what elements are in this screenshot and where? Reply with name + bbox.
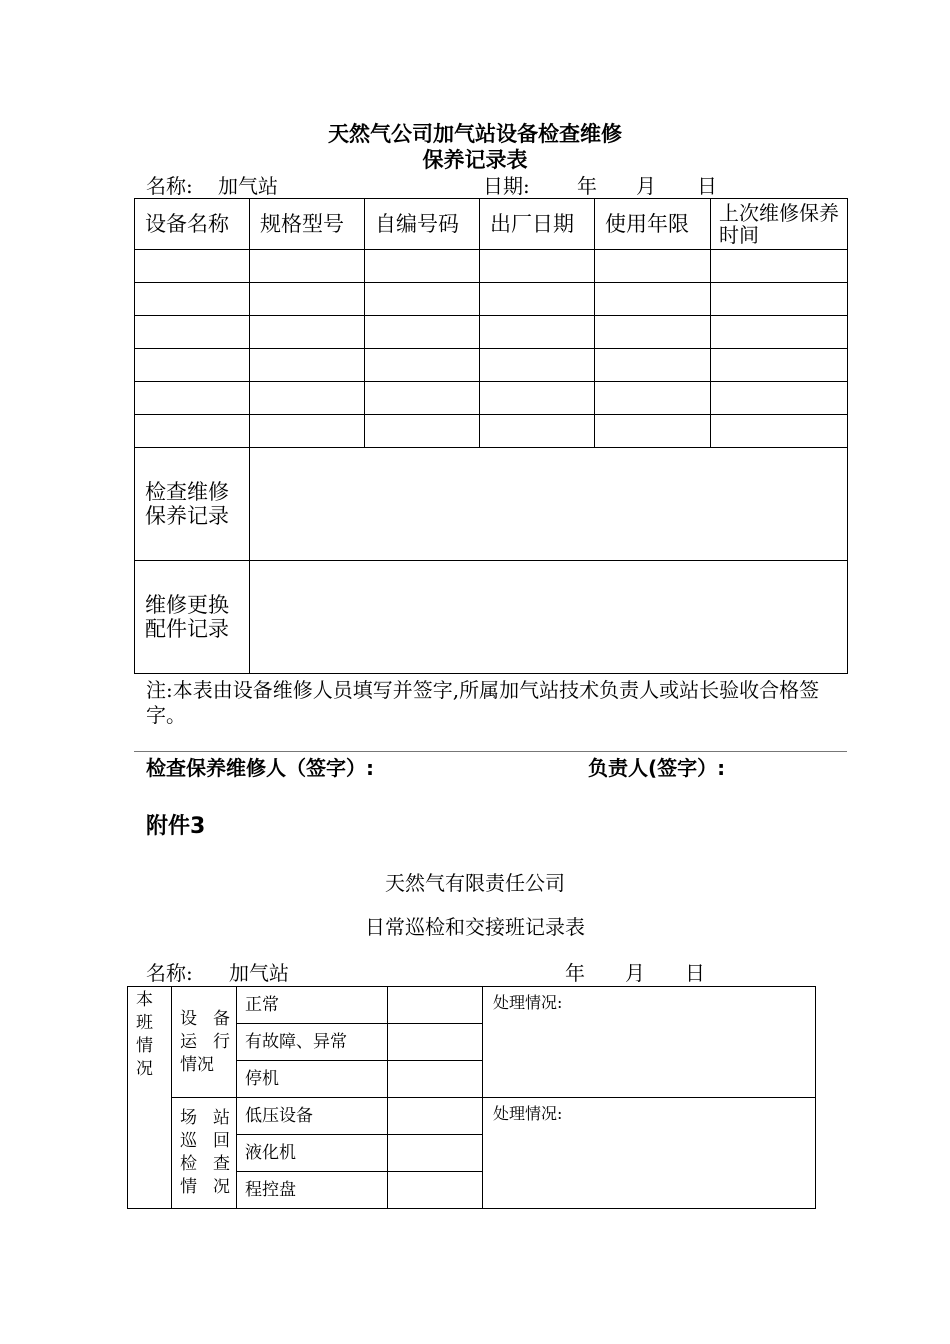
table-cell[interactable] xyxy=(135,283,250,316)
table-cell[interactable] xyxy=(711,382,848,415)
handling-label: 处理情况: xyxy=(493,1104,563,1123)
table-cell[interactable] xyxy=(711,250,848,283)
table-cell[interactable] xyxy=(595,250,711,283)
control-panel-field[interactable] xyxy=(388,1172,483,1209)
table-cell[interactable] xyxy=(365,316,480,349)
form2-company: 天然气有限责任公司 xyxy=(385,871,565,895)
label-char: 回 xyxy=(213,1131,230,1151)
low-pressure-field[interactable] xyxy=(388,1098,483,1135)
status-normal-label: 正常 xyxy=(237,987,388,1024)
table-cell[interactable] xyxy=(711,415,848,448)
label-char: 情 xyxy=(180,1177,197,1197)
label-char: 检 xyxy=(180,1154,197,1174)
form2-day: 日 xyxy=(685,961,705,985)
label-char: 备 xyxy=(213,1008,230,1029)
label-char: 设 xyxy=(180,1008,197,1029)
control-panel-label: 程控盘 xyxy=(237,1172,388,1209)
inspection-record-field[interactable] xyxy=(250,448,848,561)
handling-field-1[interactable] xyxy=(483,987,816,1098)
form1-title-line1: 天然气公司加气站设备检查维修 xyxy=(328,121,622,146)
table-cell[interactable] xyxy=(711,283,848,316)
attachment-heading: 附件3 xyxy=(146,814,206,839)
label-char: 查 xyxy=(213,1154,230,1174)
label-char: 运 xyxy=(180,1031,197,1052)
table-cell[interactable] xyxy=(711,316,848,349)
shift-label xyxy=(128,987,172,1209)
header-manufacture-date: 出厂日期 xyxy=(480,199,595,250)
label-char: 场 xyxy=(180,1108,197,1128)
status-stopped-label: 停机 xyxy=(237,1061,388,1098)
form2-month: 月 xyxy=(625,961,645,985)
liquefier-field[interactable] xyxy=(388,1135,483,1172)
label-char: 情况 xyxy=(180,1054,214,1075)
form1-month: 月 xyxy=(636,174,656,198)
table-cell[interactable] xyxy=(135,349,250,382)
table-row xyxy=(128,1098,816,1135)
table-cell[interactable] xyxy=(595,349,711,382)
table-row xyxy=(128,987,816,1024)
form1-name-value: 加气站 xyxy=(218,174,278,198)
form1-year: 年 xyxy=(577,174,597,198)
header-service-life: 使用年限 xyxy=(595,199,711,250)
table-row xyxy=(135,283,848,316)
table-cell[interactable] xyxy=(365,283,480,316)
responsible-signature-label: 负责人(签字）: xyxy=(588,756,726,780)
table-cell[interactable] xyxy=(365,250,480,283)
table-cell[interactable] xyxy=(250,349,365,382)
parts-record-field[interactable] xyxy=(250,561,848,674)
status-normal-field[interactable] xyxy=(388,987,483,1024)
table-cell[interactable] xyxy=(480,382,595,415)
table-cell[interactable] xyxy=(595,382,711,415)
label-char: 站 xyxy=(213,1108,230,1128)
table-cell[interactable] xyxy=(595,316,711,349)
table-cell[interactable] xyxy=(480,283,595,316)
table-cell[interactable] xyxy=(711,349,848,382)
form2-title: 日常巡检和交接班记录表 xyxy=(365,915,585,939)
form1-title-line2: 保养记录表 xyxy=(422,147,528,172)
inspection-record-row xyxy=(135,448,848,561)
table-cell[interactable] xyxy=(135,415,250,448)
table-cell[interactable] xyxy=(480,349,595,382)
header-serial-number: 自编号码 xyxy=(365,199,480,250)
table-cell[interactable] xyxy=(365,415,480,448)
form2-name-label: 名称: xyxy=(146,961,193,985)
table-cell[interactable] xyxy=(365,349,480,382)
label-char: 况 xyxy=(213,1177,230,1197)
form1-note: 注:本表由设备维修人员填写并签字,所属加气站技术负责人或站长验收合格签字。 xyxy=(146,678,820,727)
header-model: 规格型号 xyxy=(250,199,365,250)
maintenance-record-table xyxy=(134,198,848,674)
table-cell[interactable] xyxy=(480,250,595,283)
form1-date-label: 日期: xyxy=(483,174,530,198)
table-cell[interactable] xyxy=(595,415,711,448)
table-cell[interactable] xyxy=(135,382,250,415)
table-cell[interactable] xyxy=(480,415,595,448)
shift-label-char: 情 xyxy=(136,1036,153,1056)
form1-day: 日 xyxy=(697,174,717,198)
label-char: 巡 xyxy=(180,1131,197,1151)
inspector-signature-label: 检查保养维修人（签字）: xyxy=(146,756,374,780)
table-cell[interactable] xyxy=(480,316,595,349)
patrol-check-label xyxy=(172,1098,237,1209)
shift-label-char: 班 xyxy=(136,1013,153,1033)
status-fault-label: 有故障、异常 xyxy=(237,1024,388,1061)
low-pressure-label: 低压设备 xyxy=(237,1098,388,1135)
form2-name-value: 加气站 xyxy=(229,961,289,985)
parts-record-row xyxy=(135,561,848,674)
table-row xyxy=(135,316,848,349)
table-cell[interactable] xyxy=(250,382,365,415)
status-stopped-field[interactable] xyxy=(388,1061,483,1098)
handling-field-2[interactable] xyxy=(483,1098,816,1209)
table-cell[interactable] xyxy=(250,250,365,283)
divider xyxy=(134,751,847,752)
table-cell[interactable] xyxy=(135,250,250,283)
equipment-status-label xyxy=(172,987,237,1098)
parts-record-label: 维修更换配件记录 xyxy=(135,561,250,674)
handling-label: 处理情况: xyxy=(493,993,563,1012)
shift-label-char: 本 xyxy=(136,990,153,1010)
table-cell[interactable] xyxy=(365,382,480,415)
table-row xyxy=(135,250,848,283)
table-row xyxy=(135,415,848,448)
header-last-maintenance: 上次维修保养时间 xyxy=(711,199,848,250)
table-cell[interactable] xyxy=(250,415,365,448)
table-cell[interactable] xyxy=(250,316,365,349)
table-row xyxy=(135,382,848,415)
inspection-record-label: 检查维修保养记录 xyxy=(135,448,250,561)
shift-record-table xyxy=(127,986,816,1209)
table-cell[interactable] xyxy=(250,283,365,316)
table-header-row xyxy=(135,199,848,250)
header-equipment-name: 设备名称 xyxy=(135,199,250,250)
status-fault-field[interactable] xyxy=(388,1024,483,1061)
form1-name-label: 名称: xyxy=(146,174,193,198)
liquefier-label: 液化机 xyxy=(237,1135,388,1172)
label-char: 行 xyxy=(213,1031,230,1052)
table-cell[interactable] xyxy=(135,316,250,349)
table-cell[interactable] xyxy=(595,283,711,316)
table-row xyxy=(135,349,848,382)
form2-year: 年 xyxy=(565,961,585,985)
shift-label-char: 况 xyxy=(136,1059,153,1079)
